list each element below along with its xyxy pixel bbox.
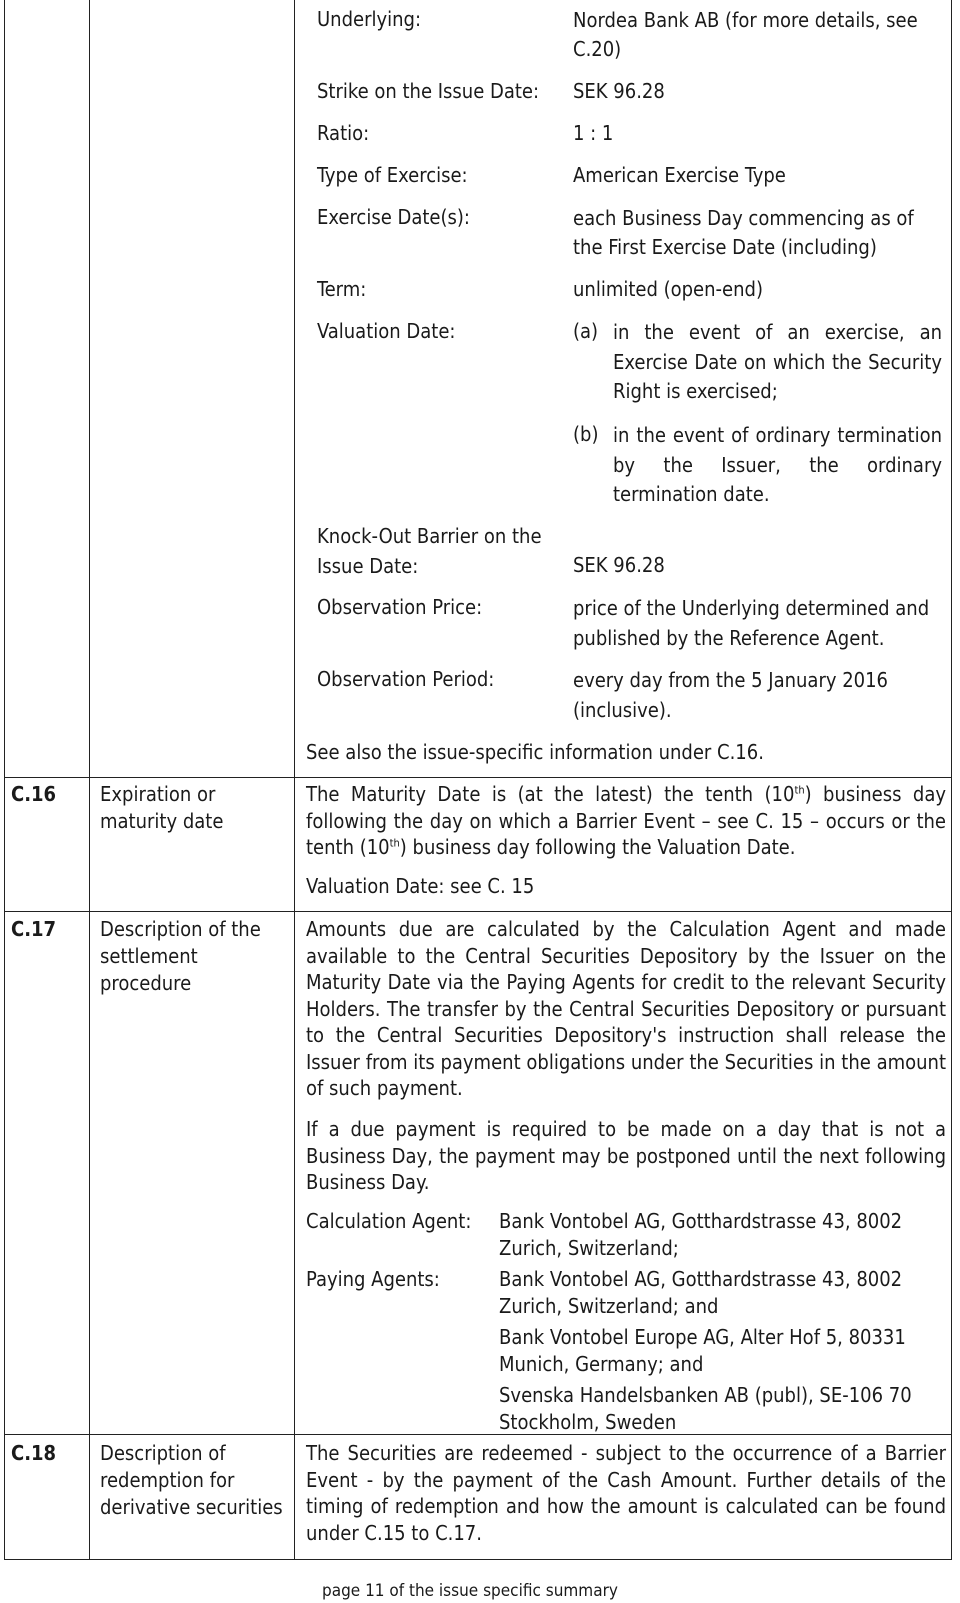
c16-para-line1: The Maturity Date is (at the latest) the tenth (10th) business day xyxy=(306,782,946,806)
c16-para-line3: tenth (10th) business day following the Valuation Date. xyxy=(306,835,796,859)
see-also-note: See also the issue-specific information under C.16. xyxy=(306,740,764,764)
c17-postponement-paragraph: If a due payment is required to be made on a day that is not a Business Day, the payment may be postponed until the next following Business Day. xyxy=(306,1117,946,1194)
agent-label-calculation: Calculation Agent: xyxy=(306,1209,472,1233)
c18-redemption-paragraph: The Securities are redeemed - subject to the occurrence of a Barrier Event - by the payment of the Cash Amount. Further details of the timing of redemption and how the amount is calculated can be found under C.15 to C.17. xyxy=(306,1441,946,1545)
term-label-ratio: Ratio: xyxy=(317,121,370,145)
valuation-item-a-text xyxy=(613,318,942,407)
valuation-b-line3: termination date. xyxy=(613,482,770,506)
observation-period-line1: every day from the 5 January 2016 xyxy=(573,668,888,692)
section-title-c17 xyxy=(100,916,261,997)
observation-price-line2: published by the Reference Agent. xyxy=(573,625,885,650)
valuation-a-line1: in the event of an exercise, an xyxy=(613,320,942,344)
observation-period-line2: (inclusive). xyxy=(573,697,672,722)
term-label-underlying: Underlying: xyxy=(317,7,422,31)
c18-title-line3: derivative securities xyxy=(100,1495,283,1519)
section-id-c16: C.16 xyxy=(11,782,57,806)
paying-agent-3-line1: Svenska Handelsbanken AB (publ), SE-106 70 xyxy=(499,1383,912,1407)
calculation-agent-line1: Bank Vontobel AG, Gotthardstrasse 43, 8002 xyxy=(499,1209,903,1233)
c16-title-line1: Expiration or xyxy=(100,782,216,806)
valuation-item-b-marker: (b) xyxy=(573,422,599,446)
c18-title-line1: Description of xyxy=(100,1441,226,1465)
table-border-left xyxy=(4,0,5,1560)
term-label-knockout-barrier xyxy=(317,522,542,581)
agent-label-paying: Paying Agents: xyxy=(306,1267,440,1291)
c18-title-line2: redemption for xyxy=(100,1468,235,1492)
term-label-exercise-type: Type of Exercise: xyxy=(317,163,468,187)
term-value-observation-price xyxy=(573,594,929,653)
exercise-dates-line2: the First Exercise Date (including) xyxy=(573,235,877,259)
table-border-bottom xyxy=(4,1559,952,1560)
c16-title-line2: maturity date xyxy=(100,809,224,833)
c17-title-line2: settlement xyxy=(100,944,198,968)
c16-valuation-note: Valuation Date: see C. 15 xyxy=(306,874,535,898)
term-label-term: Term: xyxy=(317,277,367,301)
term-label-exercise-dates: Exercise Date(s): xyxy=(317,205,470,229)
row-divider-c16 xyxy=(4,777,952,778)
page-footer: page 11 of the issue specific summary xyxy=(322,1581,618,1601)
term-value-exercise-dates xyxy=(573,204,914,262)
term-value-exercise-type: American Exercise Type xyxy=(573,163,786,187)
c16-para-line2: following the day on which a Barrier Event – see C. 15 – occurs or the xyxy=(306,808,946,833)
paying-agent-3 xyxy=(499,1382,912,1436)
row-divider-c17 xyxy=(4,911,952,912)
table-border-col1 xyxy=(89,0,90,1560)
valuation-b-line1: in the event of ordinary termination xyxy=(613,423,942,447)
section-id-c17: C.17 xyxy=(11,917,57,941)
term-label-valuation-date: Valuation Date: xyxy=(317,319,456,343)
c17-title-line3: procedure xyxy=(100,971,192,995)
term-value-ratio: 1 : 1 xyxy=(573,121,614,145)
term-label-observation-period: Observation Period: xyxy=(317,667,495,691)
valuation-b-line2: by the Issuer, the ordinary xyxy=(613,452,942,477)
term-label-observation-price: Observation Price: xyxy=(317,595,483,619)
term-value-term: unlimited (open-end) xyxy=(573,277,763,301)
underlying-value-line2: C.20) xyxy=(573,37,622,61)
term-label-strike: Strike on the Issue Date: xyxy=(317,79,540,103)
table-border-right xyxy=(951,0,952,1560)
term-value-strike: SEK 96.28 xyxy=(573,79,665,103)
c17-settlement-paragraph: Amounts due are calculated by the Calculation Agent and made available to the Central Securities Depository by the Issuer on the Maturity Date via the Paying Agents for credit to the relevant Security Holders. The transfer by the Central Securities Depository or pursuant to the Central Securities Depository's instruction shall release the Issuer from its payment obligations under the Securities in the amount of such payment. xyxy=(306,917,946,1100)
observation-price-line1: price of the Underlying determined and xyxy=(573,596,930,620)
paying-agent-2 xyxy=(499,1324,906,1378)
valuation-a-line2: Exercise Date on which the Security xyxy=(613,349,942,374)
paying-agent-2-line2: Munich, Germany; and xyxy=(499,1352,704,1376)
underlying-value-line1: Nordea Bank AB (for more details, see xyxy=(573,8,918,32)
knockout-label-line2: Issue Date: xyxy=(317,553,419,578)
term-value-underlying xyxy=(573,6,918,64)
superscript-th-1: th xyxy=(794,783,805,797)
agent-value-calculation xyxy=(499,1208,902,1262)
valuation-item-b-text xyxy=(613,421,942,510)
term-value-knockout-barrier: SEK 96.28 xyxy=(573,553,665,577)
section-id-c18: C.18 xyxy=(11,1441,57,1465)
section-title-c16 xyxy=(100,781,223,835)
knockout-label-line1: Knock-Out Barrier on the xyxy=(317,524,542,548)
c17-title-line1: Description of the xyxy=(100,917,261,941)
paying-agent-1-line2: Zurich, Switzerland; and xyxy=(499,1294,719,1318)
valuation-a-line3: Right is exercised; xyxy=(613,379,778,403)
paying-agent-3-line2: Stockholm, Sweden xyxy=(499,1410,677,1434)
paying-agent-2-line1: Bank Vontobel Europe AG, Alter Hof 5, 80331 xyxy=(499,1325,906,1349)
section-title-c18 xyxy=(100,1440,283,1521)
c16-maturity-paragraph xyxy=(306,781,946,861)
paying-agent-1-line1: Bank Vontobel AG, Gotthardstrasse 43, 8002 xyxy=(499,1267,903,1291)
valuation-item-a-marker: (a) xyxy=(573,319,599,343)
table-border-col2 xyxy=(294,0,295,1560)
calculation-agent-line2: Zurich, Switzerland; xyxy=(499,1236,679,1260)
superscript-th-2: th xyxy=(389,836,400,850)
exercise-dates-line1: each Business Day commencing as of xyxy=(573,206,914,230)
term-value-observation-period xyxy=(573,666,888,725)
paying-agent-1 xyxy=(499,1266,902,1320)
